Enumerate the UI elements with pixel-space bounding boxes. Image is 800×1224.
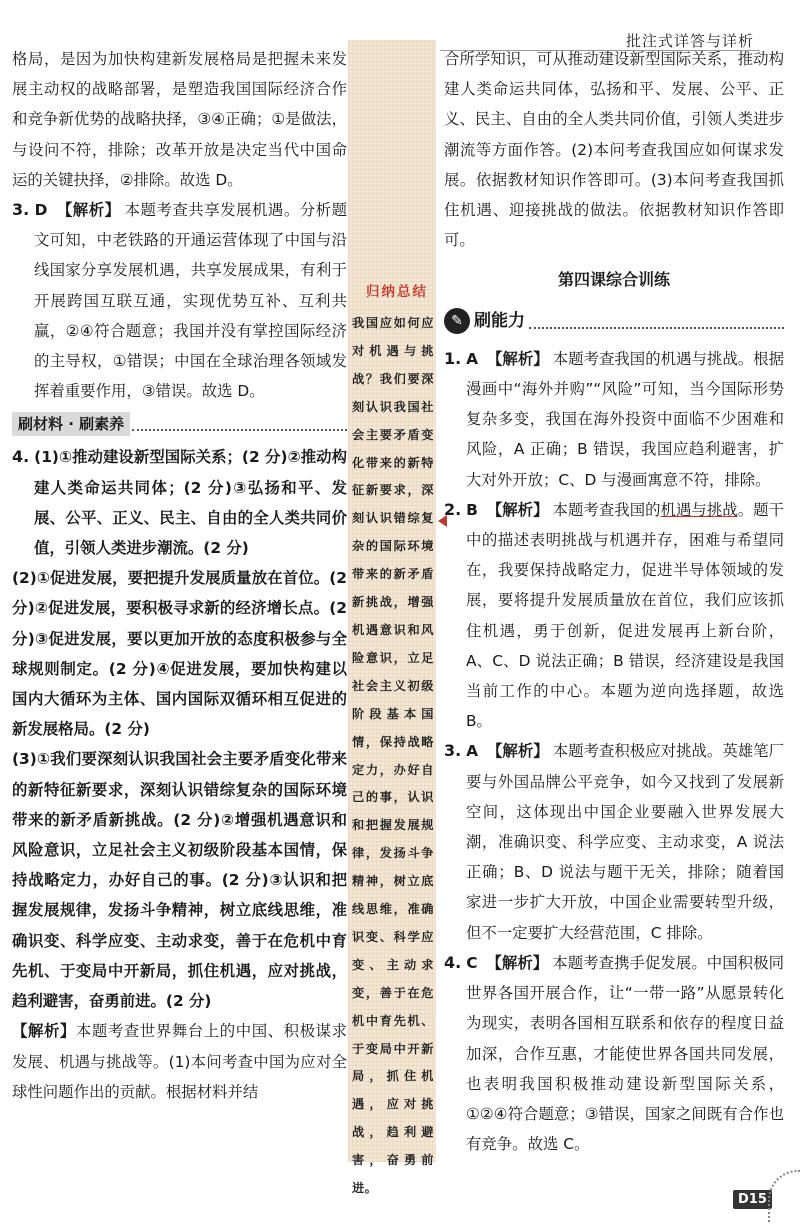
answer-letter: A bbox=[466, 349, 479, 368]
brush-dotted-rule bbox=[529, 313, 784, 329]
analysis-text: 本题考查积极应对挑战。英雄笔厂要与外国品牌公平竞争，如今又找到了发展新空间，这体现出中国企业要融入世界发展大潮，准确识变、科学应变、主动求变，A 说法正确；B、D 说法与题干无关，排除；随着国家进一步扩大开放，中国企业需要转型升级，但不一定要扩大经营范围，C 排除。 bbox=[466, 742, 784, 942]
page-header-title: 批注式详答与详析 bbox=[625, 32, 754, 50]
section-dotted-rule bbox=[132, 417, 347, 431]
analysis-text-b: 。题干中的描述表明挑战与机遇并存，困难与希望同在，我要保持战略定力，促进半导体领域的发展，要将提升发展质量放在首位，我们应该抓住机遇，勇于创新，促进发展再上新台阶，A、C、D 说法正确；B 错误，经济建设是我国当前工作的中心。本题为逆向选择题，故选 B。 bbox=[466, 500, 784, 731]
analysis-tag: 【解析】 bbox=[487, 742, 549, 761]
answer-letter: C bbox=[466, 953, 478, 972]
analysis-tag: 【解析】 bbox=[487, 349, 549, 368]
sidebar-title: 归纳总结 bbox=[366, 284, 428, 300]
lesson-title: 第四课综合训练 bbox=[557, 270, 670, 290]
brush-ability-bar bbox=[444, 306, 784, 336]
brush-label: 刷能力 bbox=[474, 310, 525, 331]
answer-part-2: (2)①促进发展，要把提升发展质量放在首位。(2 分)②促进发展，要积极寻求新的经济增长点。(2 分)③促进发展，要以更加开放的态度积极参与全球规则制定。(2 分)④促进发展，要加快构建以国内大循环为主体、国内国际双循环相互促进的新发展格局。(2 分) bbox=[12, 569, 347, 739]
left-q4-analysis bbox=[12, 1016, 347, 1107]
left-continued-text: 格局，是因为加快构建新发展格局是把握未来发展主动权的战略部署，是塑造我国国际经济合作和竞争新优势的战略抉择，③④正确；①是做法，与设问不符，排除；改革开放是决定当代中国命运的关键抉择，②排除。故选 D。 bbox=[12, 50, 347, 189]
page-number-badge: D15 bbox=[733, 1190, 772, 1209]
answer-letter: D bbox=[34, 201, 48, 220]
underlined-keyword: 机遇与挑战 bbox=[660, 500, 738, 519]
answer-part-3: (3)①我们要深刻认识我国社会主要矛盾变化带来的新特征新要求，深刻认识错综复杂的国际环境带来的新矛盾新挑战。(2 分)②增强机遇意识和风险意识，立足社会主义初级阶段基本国情，保持战略定力，办好自己的事。(2 分)③认识和把握发展规律，发扬斗争精神，树立底线思维，准确识变、科学应变、主动求变，善于在危机中育先机、于变局中开新局，抓住机遇，应对挑战，趋利避害，奋勇前进。(2 分) bbox=[12, 750, 347, 1011]
answer-part-1: (1)①推动建设新型国际关系；(2 分)②推动构建人类命运共同体；(2 分)③弘扬和平、发展、公平、正义、民主、自由的全人类共同价值，引领人类进步潮流。(2 分) bbox=[34, 448, 347, 558]
sidebar-text: 我国应如何应对机遇与挑战？我们要深刻认识我国社会主要矛盾变化带来的新特征新要求，深刻认识错综复杂的国际环境带来的新矛盾新挑战，增强机遇意识和风险意识，立足社会主义初级阶段基本国情，保持战略定力，办好自己的事，认识和把握发展规律，发扬斗争精神，树立底线思维，准确识变、科学应变、主动求变，善于在危机中育先机、于变局中开新局，抓住机遇，应对挑战，趋利避害，奋勇前进。 bbox=[352, 316, 434, 1196]
question-number: 4. bbox=[12, 447, 30, 467]
question-number: 3. bbox=[444, 741, 462, 761]
analysis-text: 本题考查携手促发展。中国积极同世界各国开展合作，让“一带一路”从愿景转化为现实，表明各国相互联系和依存的程度日益加深，合作互惠，才能使世界各国共同发展，也表明我国积极推动建设新型国际关系，①②④符合题意；③错误，国家之间既有合作也有竞争。故选 C。 bbox=[466, 953, 784, 1154]
right-question-3 bbox=[444, 736, 784, 947]
question-number: 2. bbox=[444, 499, 462, 519]
analysis-tag: 【解析】 bbox=[56, 201, 121, 220]
left-column bbox=[12, 44, 347, 1107]
brush-icon: ✎ bbox=[444, 308, 470, 334]
right-question-2 bbox=[444, 495, 784, 737]
question-number: 3. bbox=[12, 200, 30, 220]
right-continued-text: 合所学知识，可从推动建设新型国际关系，推动构建人类命运共同体，弘扬和平、发展、公平、正义、民主、自由的全人类共同价值，引领人类进步潮流等方面作答。(2)本问考查我国应如何谋求发展。依据教材知识作答即可。(3)本问考查我国抓住机遇、迎接挑战的做法。依据教材知识作答即可。 bbox=[444, 50, 784, 250]
analysis-text: 本题考查世界舞台上的中国、积极谋求发展、机遇与挑战等。(1)本问考查中国为应对全球性问题作出的贡献。根据材料并结 bbox=[12, 1022, 347, 1101]
analysis-tag: 【解析】 bbox=[486, 953, 549, 972]
analysis-tag: 【解析】 bbox=[486, 500, 549, 519]
question-number: 1. bbox=[444, 348, 462, 368]
answer-letter: B bbox=[466, 500, 478, 519]
section-bar-materials bbox=[12, 412, 347, 436]
right-question-4 bbox=[444, 948, 784, 1159]
analysis-text: 本题考查我国的机遇与挑战。根据漫画中“海外并购”“风险”可知，当今国际形势复杂多变，我国在海外投资中面临不少困难和风险，A 正确；B 错误，我国应趋利避害，扩大对外开放；C、D 与漫画寓意不符，排除。 bbox=[466, 349, 784, 489]
right-question-1 bbox=[444, 344, 784, 495]
question-number: 4. bbox=[444, 952, 462, 972]
analysis-text-a: 本题考查我国的 bbox=[552, 500, 661, 519]
analysis-tag: 【解析】 bbox=[12, 1022, 76, 1041]
left-question-3 bbox=[12, 195, 347, 406]
left-question-4 bbox=[12, 442, 347, 563]
analysis-text: 本题考查共享发展机遇。分析题文可知，中老铁路的开通运营体现了中国与沿线国家分享发展机遇，共享发展成果，有利于开展跨国互联互通，实现优势互补、互利共赢，②④符合题意；我国并没有掌控国际经济的主导权，①错误；中国在全球治理各领域发挥着重要作用，③错误。故选 D。 bbox=[34, 201, 347, 401]
right-column bbox=[444, 44, 784, 1159]
section-label: 刷材料 · 刷素养 bbox=[12, 412, 130, 436]
corner-decoration bbox=[768, 1170, 800, 1222]
answer-letter: A bbox=[466, 742, 479, 761]
